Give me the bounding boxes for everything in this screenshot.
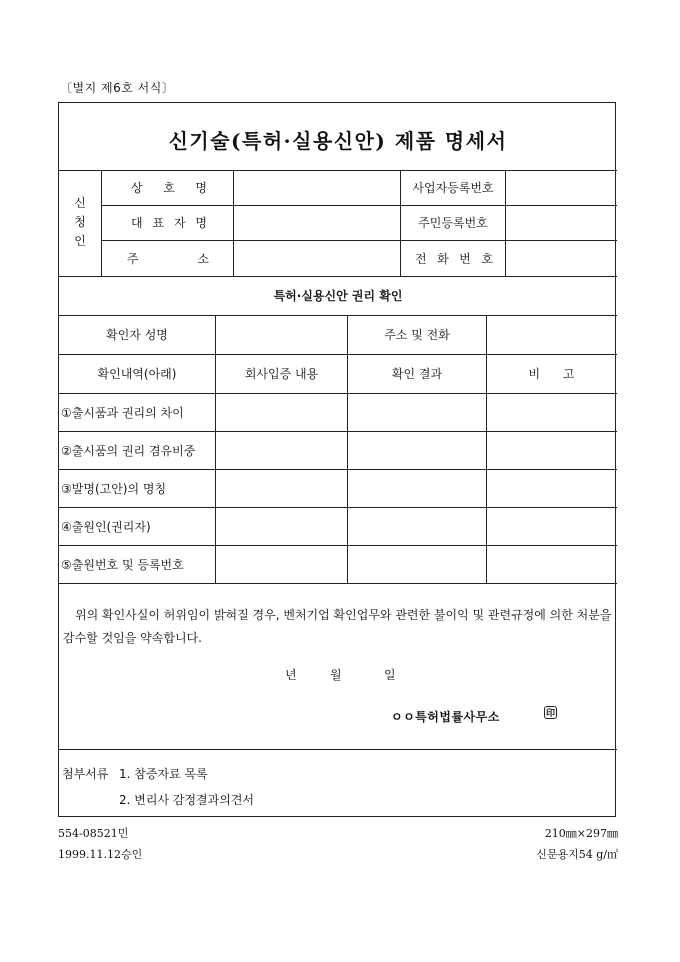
resident-number-field[interactable] xyxy=(506,205,616,240)
item-row-label: ④출원인(권리자) xyxy=(61,519,151,534)
applicant-side-label: 신 청 인 xyxy=(74,196,86,248)
item-row-label: ③발명(고안)의 명칭 xyxy=(61,481,167,496)
representative-field[interactable] xyxy=(234,205,400,240)
confirmer-name-label: 확인자 성명 xyxy=(106,328,168,342)
date-day-label: 일 xyxy=(384,668,396,682)
attachment-item: 2. 변리사 감정결과의견서 xyxy=(119,793,254,807)
item-row-label: ⑤출원번호 및 등록번호 xyxy=(61,557,184,572)
phone-label: 전 화 번 호 xyxy=(415,251,493,266)
confirmer-name-field[interactable] xyxy=(216,315,347,354)
column-header-result: 확인 결과 xyxy=(391,367,443,381)
business-number-field[interactable] xyxy=(506,170,616,205)
business-number-label: 사업자등록번호 xyxy=(412,181,494,195)
date-month-label: 월 xyxy=(330,668,342,682)
attachment-item: 1. 참증자료 목록 xyxy=(119,767,208,781)
form-frame xyxy=(58,102,616,817)
resident-number-label: 주민등록번호 xyxy=(418,216,488,230)
form-title: 신기술(특허·실용신안) 제품 명세서 xyxy=(168,129,508,153)
seal-icon: 印 xyxy=(544,706,557,719)
rights-section-heading: 특허·실용신안 권리 확인 xyxy=(273,289,403,303)
company-name-label: 상 호 명 xyxy=(131,181,207,195)
pledge-statement: 위의 확인사실이 허위임이 밝혀질 경우, 벤처기업 확인업무와 관련한 불이익 및 관련규정에 의한 처분을 감수할 것임을 약속합니다. xyxy=(63,608,612,645)
footer-approval-date: 1999.11.12승인 xyxy=(58,848,143,861)
address-field[interactable] xyxy=(234,240,400,276)
footer-code: 554-08521민 xyxy=(58,827,129,840)
address-phone-label: 주소 및 전화 xyxy=(384,328,450,342)
column-header-items: 확인내역(아래) xyxy=(97,367,177,381)
representative-label: 대 표 자 명 xyxy=(131,216,207,230)
phone-field[interactable] xyxy=(506,240,616,276)
date-year-label: 년 xyxy=(285,668,297,682)
item-row-label: ②출시품의 권리 겸유비중 xyxy=(61,443,196,458)
column-header-company-proof: 회사입증 내용 xyxy=(244,367,319,381)
item-row-label: ①출시품과 권리의 차이 xyxy=(61,405,184,420)
company-name-field[interactable] xyxy=(234,170,400,205)
patent-office-name: ㅇㅇ특허법률사무소 xyxy=(391,710,500,724)
attachments-label: 첨부서류 xyxy=(62,767,109,781)
address-label: 주 소 xyxy=(127,251,209,266)
footer-paper-size: 210㎜×297㎜ xyxy=(544,827,618,840)
form-number: 〔별지 제6호 서식〕 xyxy=(60,81,175,95)
column-header-remarks: 비 고 xyxy=(528,367,575,381)
footer-paper-type: 신문용지54 g/㎡ xyxy=(536,848,618,861)
address-phone-field[interactable] xyxy=(487,315,616,354)
